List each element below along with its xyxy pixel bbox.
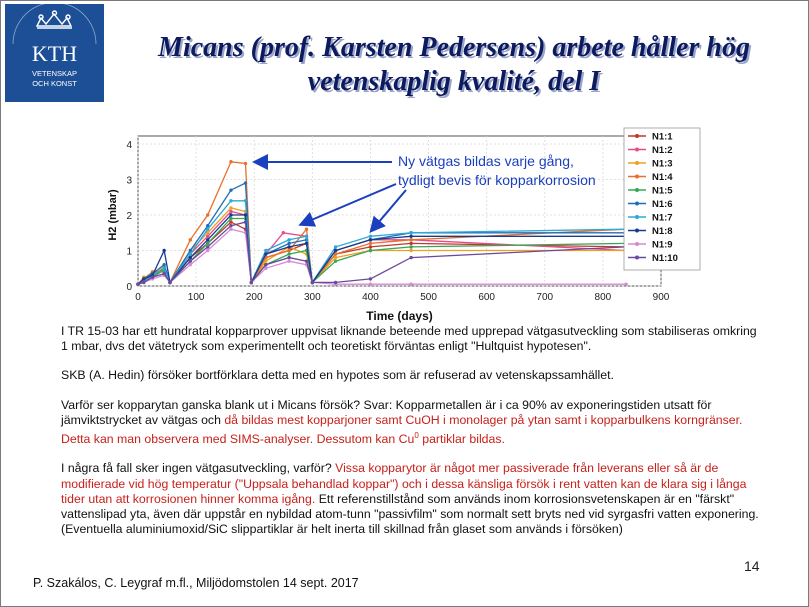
- logo-line2: VETENSKAP: [31, 69, 78, 78]
- data-point: [369, 238, 372, 241]
- data-point: [229, 206, 232, 209]
- data-point: [287, 238, 290, 241]
- data-point: [305, 228, 308, 231]
- legend-marker: [635, 188, 639, 192]
- data-point: [287, 259, 290, 262]
- data-point: [206, 245, 209, 248]
- data-point: [151, 275, 154, 278]
- legend-label: N1:6: [652, 199, 673, 210]
- data-point: [229, 213, 232, 216]
- legend-label: N1:8: [652, 226, 673, 237]
- data-point: [369, 235, 372, 238]
- x-tick-label: 400: [362, 292, 379, 303]
- arrow-3: [372, 190, 406, 230]
- series-line: [138, 222, 626, 284]
- data-point: [229, 199, 232, 202]
- data-point: [305, 259, 308, 262]
- data-point: [229, 220, 232, 223]
- data-point: [334, 245, 337, 248]
- x-tick-label: 700: [536, 292, 554, 303]
- data-point: [162, 249, 165, 252]
- data-point: [229, 188, 232, 191]
- data-point: [206, 213, 209, 216]
- legend-marker: [635, 256, 639, 260]
- data-point: [409, 283, 412, 286]
- legend-label: N1:2: [652, 145, 673, 156]
- data-point: [162, 267, 165, 270]
- h2-chart: [106, 126, 706, 331]
- data-point: [334, 259, 337, 262]
- legend-label: N1:5: [652, 185, 673, 197]
- legend-marker: [635, 229, 639, 233]
- title-line-2: vetenskaplig kvalité, del I: [307, 66, 601, 97]
- data-point: [369, 249, 372, 252]
- data-point: [189, 263, 192, 266]
- data-point: [369, 277, 372, 280]
- data-point: [206, 238, 209, 241]
- data-point: [287, 245, 290, 248]
- legend-marker: [635, 161, 639, 165]
- series-line: [138, 183, 626, 284]
- data-point: [287, 249, 290, 252]
- data-point: [229, 160, 232, 163]
- data-point: [287, 252, 290, 255]
- y-tick-label: 1: [126, 246, 132, 258]
- data-point: [409, 242, 412, 245]
- data-point: [624, 283, 627, 286]
- x-tick-label: 100: [187, 292, 205, 303]
- data-point: [162, 263, 165, 266]
- x-tick-label: 900: [652, 292, 670, 303]
- data-point: [369, 283, 372, 286]
- legend-marker: [635, 175, 639, 179]
- x-tick-label: 200: [245, 292, 263, 303]
- data-point: [305, 242, 308, 245]
- data-point: [189, 259, 192, 262]
- x-axis-label: Time (days): [366, 309, 433, 323]
- data-point: [334, 281, 337, 284]
- data-point: [287, 242, 290, 245]
- data-point: [244, 220, 247, 223]
- legend-label: N1:9: [652, 239, 673, 251]
- legend-marker: [635, 134, 639, 138]
- data-point: [305, 235, 308, 238]
- annotation-line-1: Ny vätgas bildas varje gång,: [398, 153, 574, 169]
- annotation-line-2: tydligt bevis för kopparkorrosion: [398, 172, 596, 188]
- data-point: [244, 181, 247, 184]
- data-point: [206, 228, 209, 231]
- paragraph-4-red: Vissa kopparytor är något mer passiverade från leverans eller så är de modifierade vid hög temperatur ("Uppsala behandlad koppar") och i dessa känsliga försök i rent vatten kan de klara sig i långa tider utan att korrosionen hinner komma igång.: [61, 461, 747, 506]
- series-line: [138, 222, 626, 284]
- data-point: [244, 213, 247, 216]
- paragraph-3-red-b: partiklar bildas.: [418, 432, 505, 447]
- data-point: [264, 252, 267, 255]
- data-point: [264, 249, 267, 252]
- paragraph-1: I TR 15-03 har ett hundratal kopparprover uppvisat liknande beteende med upprepad vätgasutveckling som stabiliseras omkring 1 mbar, dvs det vätetryck som experimentellt och teoretiskt förväntas enligt "Hultquist hypotesen".: [61, 324, 757, 354]
- y-tick-label: 3: [126, 175, 132, 187]
- legend-marker: [635, 148, 639, 152]
- data-point: [264, 263, 267, 266]
- data-point: [244, 199, 247, 202]
- paragraph-2: SKB (A. Hedin) försöker bortförklara detta med en hypotes som är refuserad av vetenskapssamhället.: [61, 368, 614, 383]
- y-tick-label: 2: [126, 211, 132, 222]
- data-point: [409, 249, 412, 252]
- data-point: [189, 252, 192, 255]
- data-point: [287, 256, 290, 259]
- cu-superscript: 0: [414, 431, 419, 441]
- paragraph-3: [61, 398, 766, 448]
- data-point: [189, 238, 192, 241]
- logo-kth-text: KTH: [31, 41, 78, 66]
- legend-label: N1:4: [652, 172, 673, 183]
- data-point: [409, 245, 412, 248]
- paragraph-4-tail: Ett referenstillstånd som används inom korrosionsvetenskapen är en "färskt" vattenslipad yta, även där uppstår en nybildad atom-tunn "passivfilm" som normalt sett bryts ned vid syrgasfri vatten exponering. (Eventuella aluminiumoxid/SiC slippartiklar är helt inerta till skillnad från glaset som används i försöken): [61, 491, 759, 537]
- data-point: [250, 281, 253, 284]
- legend-marker: [635, 202, 639, 206]
- legend-label: N1:7: [652, 212, 673, 224]
- data-point: [189, 256, 192, 259]
- page-number: 14: [744, 558, 760, 574]
- data-point: [334, 249, 337, 252]
- x-tick-label: 0: [135, 292, 141, 303]
- chart-svg: [106, 126, 706, 326]
- data-point: [142, 281, 145, 284]
- data-point: [168, 281, 171, 284]
- legend-marker: [635, 215, 639, 219]
- data-point: [409, 235, 412, 238]
- paragraph-3-black: Varför ser kopparytan ganska blank ut i Micans försök? Svar: Kopparmetallen är i ca 90% av exponeringstiden utsatt för jämviktstrycket av vätgas och: [61, 397, 712, 427]
- data-point: [369, 245, 372, 248]
- kth-logo: [5, 4, 104, 102]
- data-point: [206, 235, 209, 238]
- data-point: [142, 277, 145, 280]
- body-text: [61, 324, 766, 551]
- data-point: [244, 162, 247, 165]
- x-tick-label: 300: [303, 292, 321, 303]
- legend-label: N1:1: [652, 131, 673, 143]
- x-tick-label: 500: [420, 292, 437, 303]
- x-tick-label: 600: [478, 292, 496, 303]
- data-point: [409, 256, 412, 259]
- x-tick-label: 800: [594, 292, 612, 303]
- data-point: [136, 283, 139, 286]
- paragraph-4: [61, 461, 766, 537]
- data-point: [369, 242, 372, 245]
- title-line-1: Micans (prof. Karsten Pedersens) arbete håller hög: [158, 32, 750, 63]
- data-point: [206, 242, 209, 245]
- y-axis-label: H2 (mbar): [107, 189, 119, 241]
- data-point: [282, 231, 285, 234]
- logo-line3: OCH KONST: [32, 79, 77, 88]
- paragraph-4-black: I några få fall sker ingen vätgasutveckling, varför?: [61, 461, 336, 476]
- legend-label: N1:3: [652, 158, 673, 170]
- footer-citation: P. Szakálos, C. Leygraf m.fl., Miljödomstolen 14 sept. 2017: [33, 576, 359, 590]
- data-point: [229, 217, 232, 220]
- data-point: [409, 238, 412, 241]
- data-point: [311, 281, 314, 284]
- y-tick-label: 4: [126, 140, 132, 151]
- paragraph-3-red-a: då bildas mest kopparjoner samt CuOH i monolager på ytan samt i kopparbulkens korngränser. Detta kan man observera med SIMS-analyser. Dessutom kan Cu: [61, 412, 743, 447]
- data-point: [162, 272, 165, 275]
- slide-title: [109, 31, 799, 99]
- data-point: [206, 249, 209, 252]
- data-point: [409, 231, 412, 234]
- data-point: [229, 210, 232, 213]
- legend-marker: [635, 242, 639, 246]
- legend-label: N1:10: [652, 253, 678, 264]
- y-tick-label: 0: [126, 282, 132, 293]
- data-point: [229, 228, 232, 231]
- data-point: [229, 224, 232, 227]
